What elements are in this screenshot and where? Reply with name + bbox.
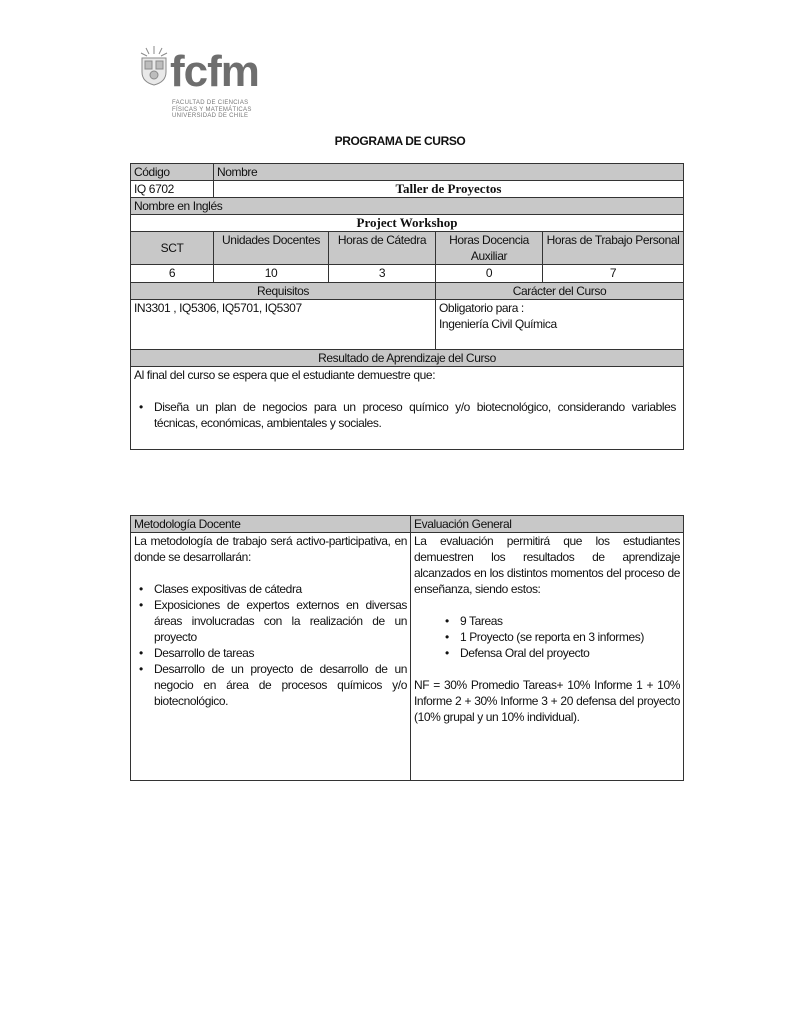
evaluation-item: • 1 Proyecto (se reporta en 3 informes) <box>445 630 644 644</box>
methodology-item: • Desarrollo de tareas <box>139 646 255 660</box>
sct-header: SCT <box>131 232 214 265</box>
character-label: Carácter del Curso <box>436 283 684 300</box>
university-seal-icon <box>137 44 171 86</box>
lecture-hours-value: 3 <box>329 265 436 283</box>
english-name-label: Nombre en Inglés <box>131 198 684 215</box>
personal-hours-header: Horas de Trabajo Personal <box>543 232 684 265</box>
course-info-table <box>130 163 684 450</box>
methodology-evaluation-table <box>130 515 684 781</box>
auxiliary-hours-header: Horas Docencia Auxiliar <box>436 232 543 265</box>
requisites-value: IN3301 , IQ5306, IQ5701, IQ5307 <box>131 300 436 350</box>
logo-wordmark: fcfm <box>170 47 259 96</box>
outcome-item: • Diseña un plan de negocios para un proceso químico y/o biotecnológico, considerando variables técnicas, económicas, ambientales y sociales. <box>139 400 677 430</box>
code-label: Código <box>131 164 214 181</box>
lecture-hours-header: Horas de Cátedra <box>329 232 436 265</box>
course-name: Taller de Proyectos <box>214 181 684 198</box>
english-name: Project Workshop <box>131 215 684 232</box>
course-character: Obligatorio para : Ingeniería Civil Química <box>436 300 684 350</box>
evaluation-content: La evaluación permitirá que los estudiantes demuestren los resultados de aprendizaje alcanzados en los distintos momentos del proceso de enseñanza, siendo estos: • 9 Tareas • 1 Proyecto (se reporta en 3 informes) • Defensa Oral del proyecto NF = 30% Promedio Tareas+ 10% Informe 1 + 10% Informe 2 + 30% Informe 3 + 20 defensa del proyecto (10% grupal y un 10% individual). <box>411 533 684 781</box>
units-value: 10 <box>214 265 329 283</box>
methodology-item: • Desarrollo de un proyecto de desarrollo de un negocio en área de procesos químicos y/o biotecnológico. <box>139 662 407 708</box>
requisites-label: Requisitos <box>131 283 436 300</box>
evaluation-item: • 9 Tareas <box>445 614 503 628</box>
auxiliary-hours-value: 0 <box>436 265 543 283</box>
logo-subtitle: FACULTAD DE CIENCIAS FÍSICAS Y MATEMÁTICAS UNIVERSIDAD DE CHILE <box>172 100 252 119</box>
methodology-item: • Clases expositivas de cátedra <box>139 582 302 596</box>
faculty-logo <box>137 44 262 120</box>
sct-value: 6 <box>131 265 214 283</box>
methodology-label: Metodología Docente <box>131 516 411 533</box>
learning-outcome: Al final del curso se espera que el estudiante demuestre que: • Diseña un plan de negocios para un proceso químico y/o biotecnológico, considerando variables técnicas, económicas, ambientales y sociales. <box>131 367 684 450</box>
grade-formula: NF = 30% Promedio Tareas+ 10% Informe 1 + 10% Informe 2 + 30% Informe 3 + 20 defensa del proyecto (10% grupal y un 10% individual). <box>414 678 680 724</box>
evaluation-item: • Defensa Oral del proyecto <box>445 646 590 660</box>
personal-hours-value: 7 <box>543 265 684 283</box>
name-label: Nombre <box>214 164 684 181</box>
methodology-content: La metodología de trabajo será activo-participativa, en donde se desarrollarán: • Clases expositivas de cátedra • Exposiciones de expertos externos en diversas áreas involucradas con la realización de un proyecto • Desarrollo de tareas • Desarrollo de un proyecto de desarrollo de un negocio en área de procesos químicos y/o biotecnológico. <box>131 533 411 781</box>
page-title: PROGRAMA DE CURSO <box>334 134 466 148</box>
course-code: IQ 6702 <box>131 181 214 198</box>
evaluation-label: Evaluación General <box>411 516 684 533</box>
methodology-item: • Exposiciones de expertos externos en diversas áreas involucradas con la realización de un proyecto <box>139 598 407 644</box>
units-header: Unidades Docentes <box>214 232 329 265</box>
learning-outcome-label: Resultado de Aprendizaje del Curso <box>131 350 684 367</box>
